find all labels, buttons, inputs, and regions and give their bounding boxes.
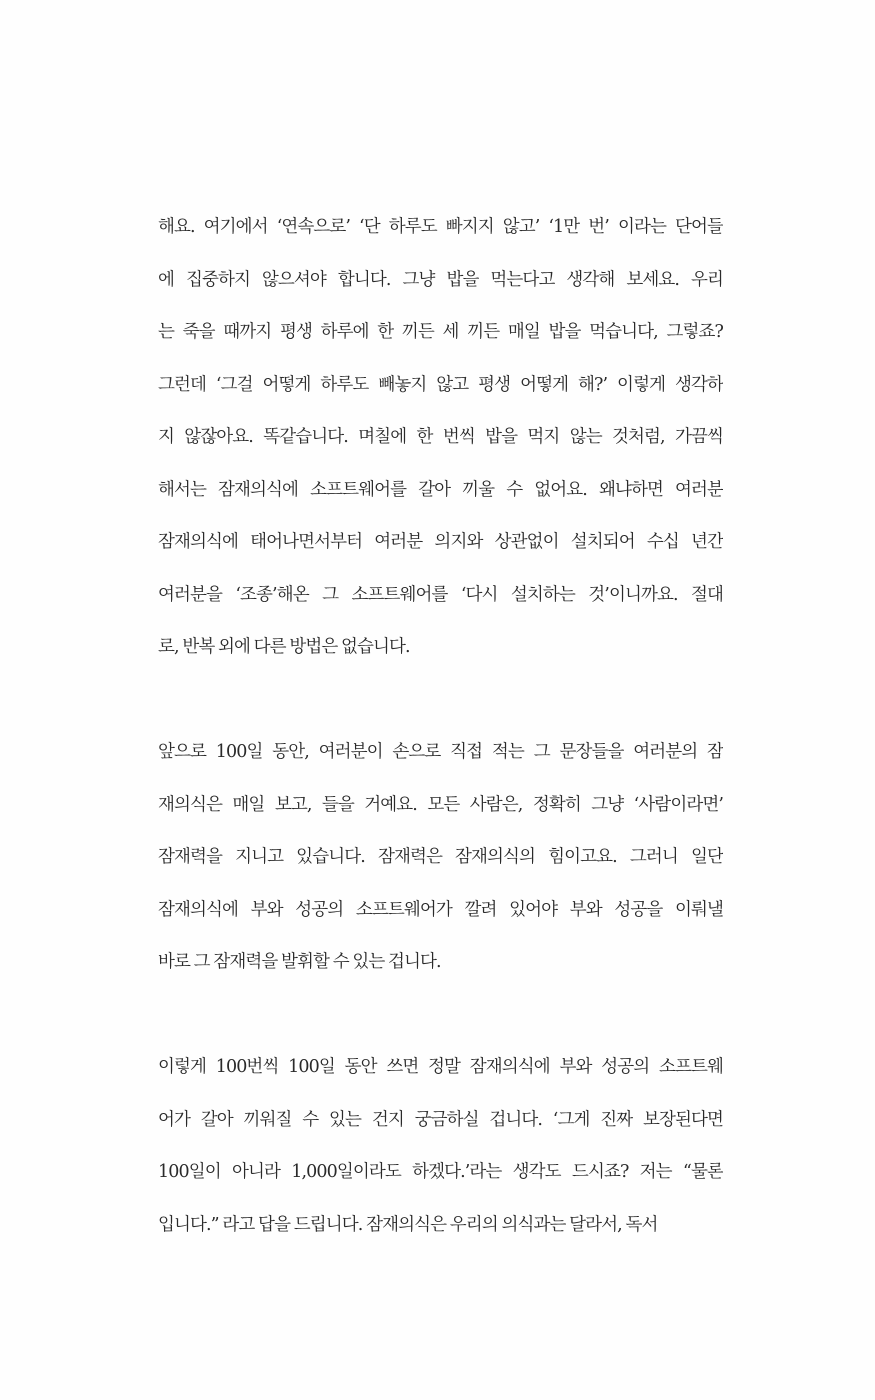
text-line: 해요. 여기에서 ‘연속으로’ ‘단 하루도 빠지지 않고’ ‘1만 번’ 이라는 단어들 <box>158 217 723 237</box>
paragraph-3 <box>158 1051 723 1261</box>
text-line: 잠재력을 지니고 있습니다. 잠재력은 잠재의식의 힘이고요. 그러니 일단 <box>158 847 723 867</box>
paragraph-gap <box>158 684 723 737</box>
text-line: 해서는 잠재의식에 소프트웨어를 갈아 끼울 수 없어요. 왜냐하면 여러분 <box>158 479 723 500</box>
text-line: 잠재의식에 태어나면서부터 여러분 의지와 상관없이 설치되어 수십 년간 <box>158 532 723 552</box>
text-line: 그런데 ‘그걸 어떻게 하루도 빼놓지 않고 평생 어떻게 해?’ 이렇게 생각하 <box>158 374 723 395</box>
text-line: 100일이 아니라 1,000일이라도 하겠다.’라는 생각도 드시죠? 저는 “물론 <box>158 1162 723 1182</box>
body-text <box>158 211 723 1261</box>
text-line: 앞으로 100일 동안, 여러분이 손으로 직접 적는 그 문장들을 여러분의 잠 <box>158 742 723 762</box>
text-line: 재의식은 매일 보고, 들을 거예요. 모든 사람은, 정확히 그냥 ‘사람이라면’ <box>158 794 723 815</box>
paragraph-gap <box>158 999 723 1052</box>
text-line: 잠재의식에 부와 성공의 소프트웨어가 깔려 있어야 부와 성공을 이뤄낼 <box>158 899 723 920</box>
text-line: 에 집중하지 않으셔야 합니다. 그냥 밥을 먹는다고 생각해 보세요. 우리 <box>158 269 723 290</box>
text-line: 지 않잖아요. 똑같습니다. 며칠에 한 번씩 밥을 먹지 않는 것처럼, 가끔씩 <box>158 427 723 447</box>
text-line: 여러분을 ‘조종’해온 그 소프트웨어를 ‘다시 설치하는 것’이니까요. 절대 <box>158 584 723 605</box>
text-line: 이렇게 100번씩 100일 동안 쓰면 정말 잠재의식에 부와 성공의 소프트웨 <box>158 1057 723 1077</box>
text-line: 입니다.” 라고 답을 드립니다. 잠재의식은 우리의 의식과는 달라서, 독서 <box>158 1214 658 1235</box>
text-line: 바로 그 잠재력을 발휘할 수 있는 겁니다. <box>158 952 441 972</box>
text-line: 로, 반복 외에 다른 방법은 없습니다. <box>158 637 410 657</box>
text-line: 는 죽을 때까지 평생 하루에 한 끼든 세 끼든 매일 밥을 먹습니다, 그렇죠? <box>158 322 723 342</box>
paragraph-2 <box>158 736 723 999</box>
paragraph-1 <box>158 211 723 684</box>
text-line: 어가 갈아 끼워질 수 있는 건지 궁금하실 겁니다. ‘그게 진짜 보장된다면 <box>158 1109 723 1130</box>
